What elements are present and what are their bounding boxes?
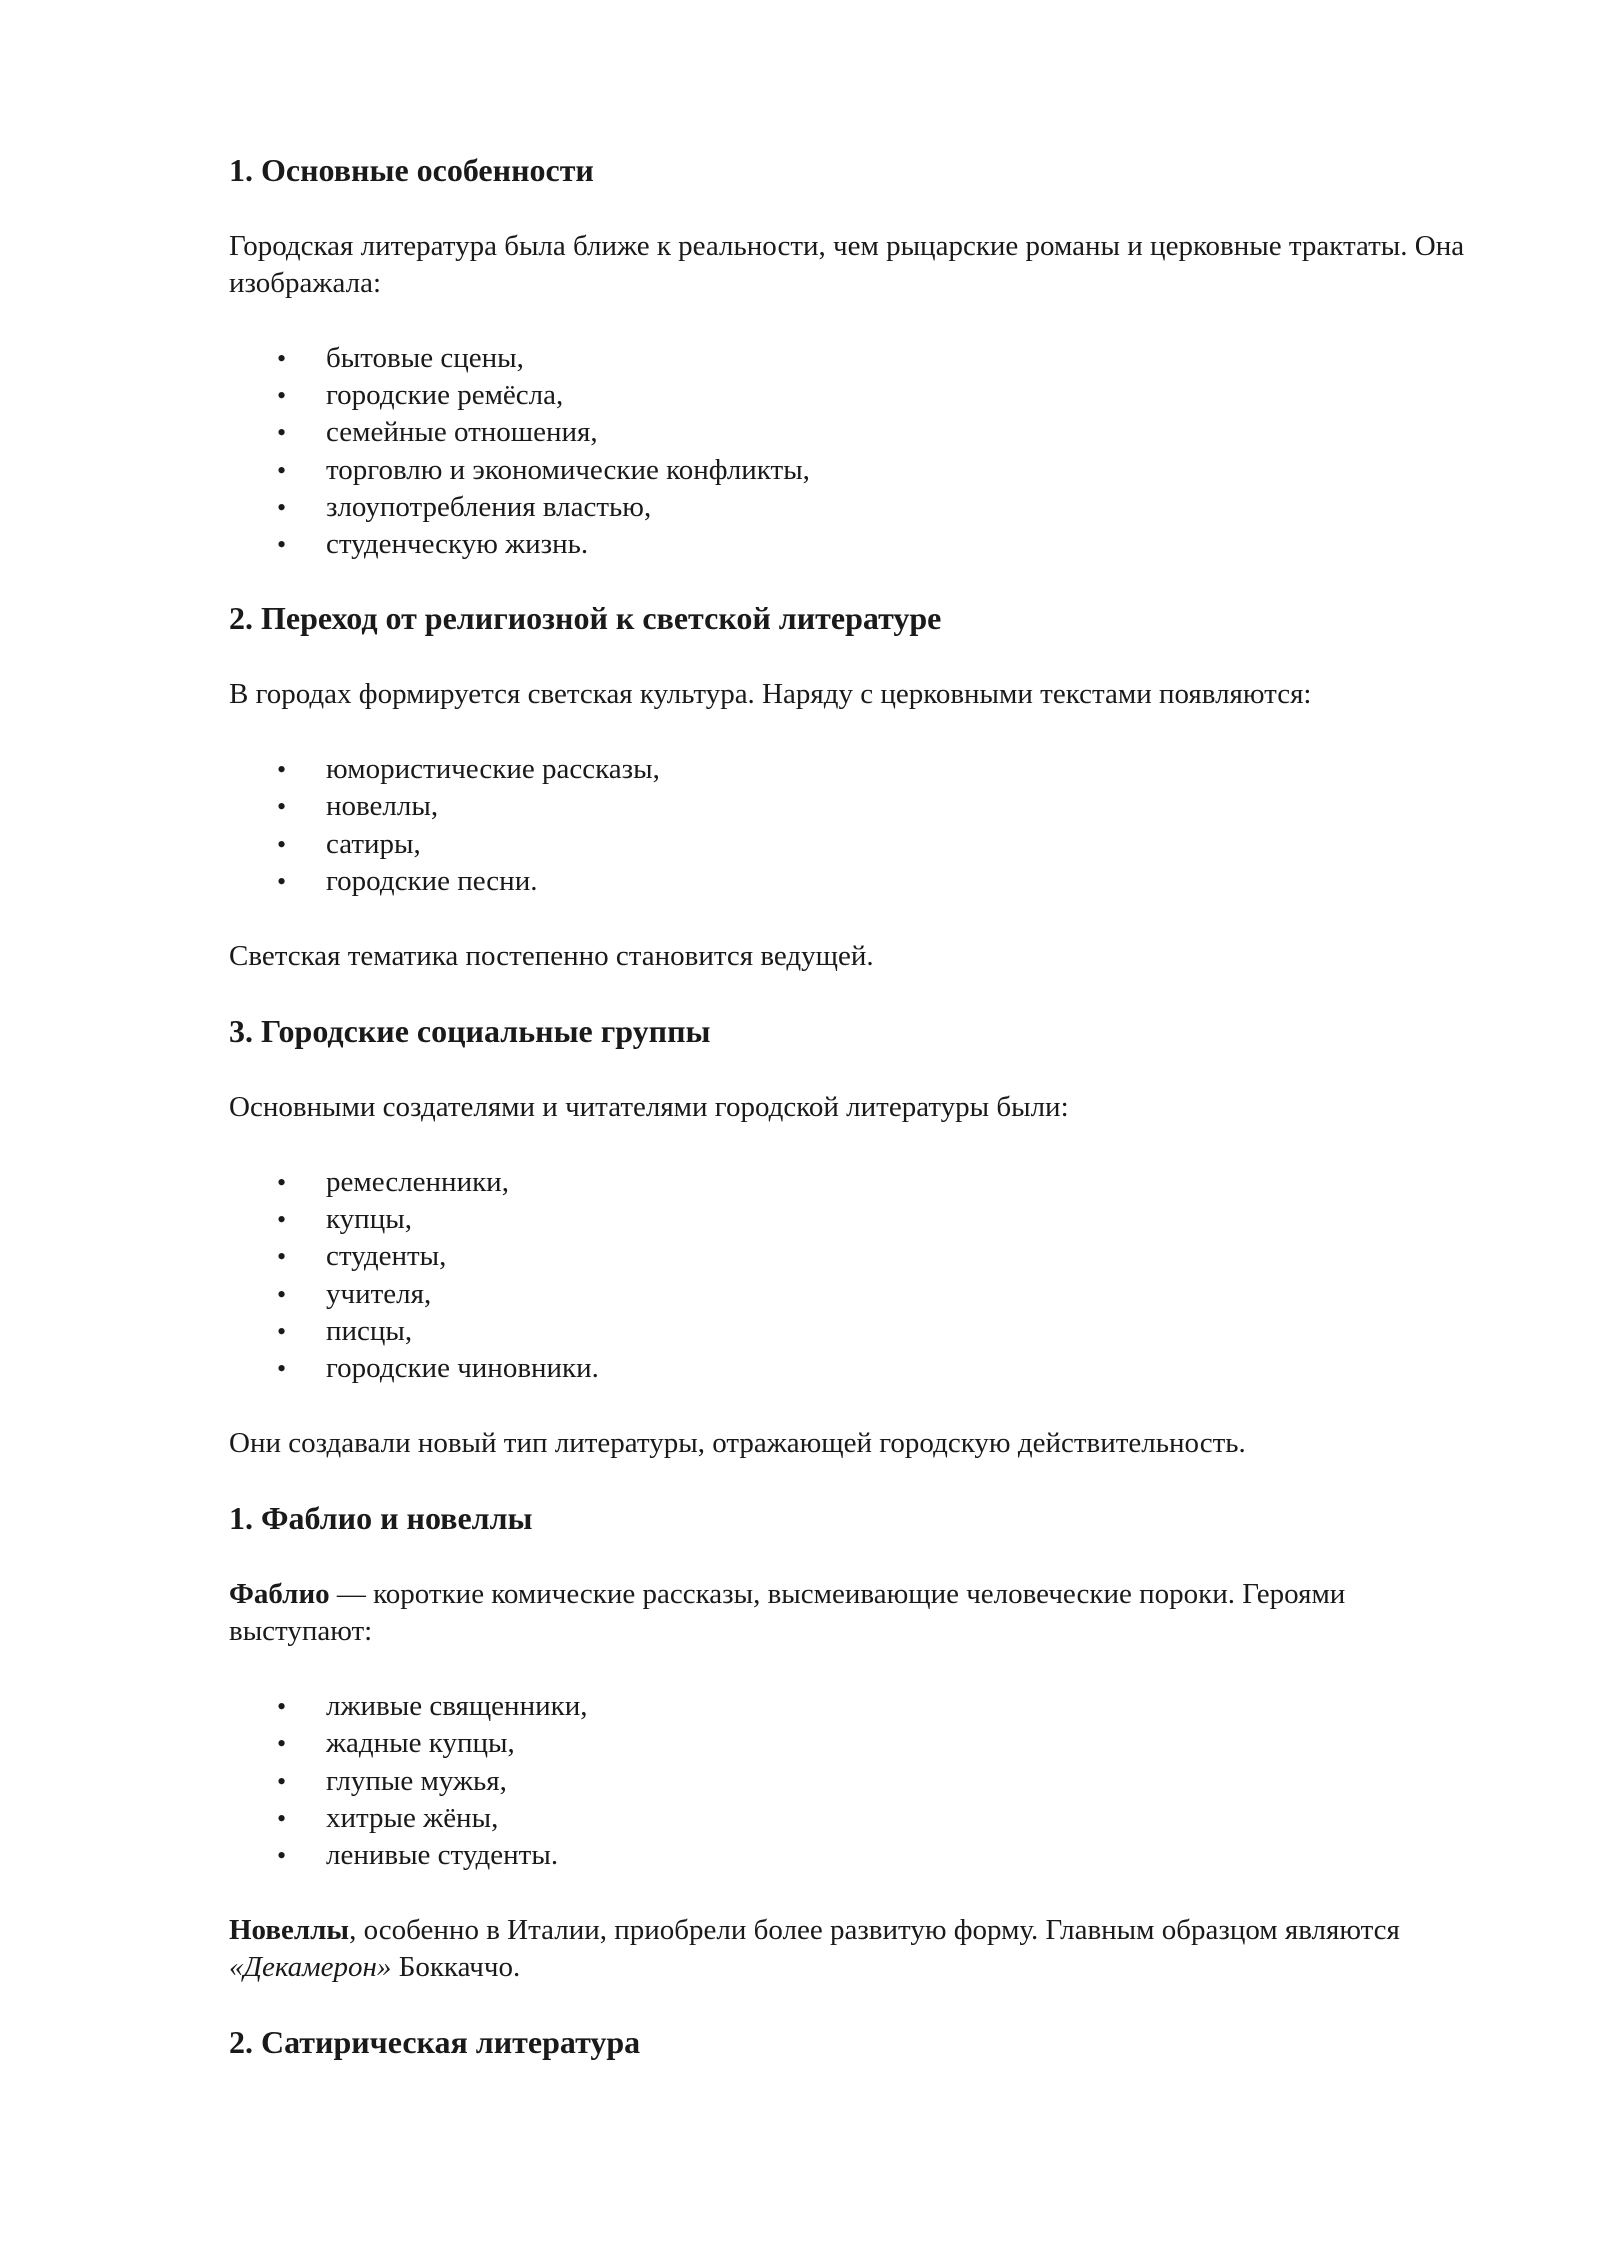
bullet-icon: •	[277, 1841, 287, 1871]
bullet-icon: •	[277, 1279, 287, 1309]
bullet-list	[229, 1688, 1494, 1874]
list-item: • новеллы,	[229, 788, 1494, 825]
section-heading: 2. Сатирическая литература	[229, 2024, 641, 2061]
list-item: • учителя,	[229, 1276, 1494, 1313]
list-item: • студенческую жизнь.	[229, 526, 1494, 563]
list-item: • писцы,	[229, 1313, 1494, 1350]
bullet-icon: •	[277, 455, 287, 485]
bullet-icon: •	[277, 829, 287, 859]
list-item: • ленивые студенты.	[229, 1837, 1494, 1874]
list-item: • городские песни.	[229, 863, 1494, 900]
bullet-icon: •	[277, 530, 287, 560]
list-item: • студенты,	[229, 1238, 1494, 1275]
section-heading: 3. Городские социальные группы	[229, 1013, 711, 1050]
document-page	[229, 150, 1494, 2062]
bullet-icon: •	[277, 1205, 287, 1235]
section-intro: Основными создателями и читателями городской литературы были:	[229, 1091, 1069, 1124]
list-item: • злоупотребления властью,	[229, 489, 1494, 526]
term-fablio: Фаблио	[229, 1578, 330, 1611]
bullet-icon: •	[277, 1168, 287, 1198]
bullet-list	[229, 340, 1494, 563]
bullet-icon: •	[277, 1692, 287, 1722]
bullet-icon: •	[277, 1766, 287, 1796]
bullet-icon: •	[277, 866, 287, 896]
list-item: • хитрые жёны,	[229, 1800, 1494, 1837]
section-heading: 1. Фаблио и новеллы	[229, 1500, 533, 1537]
bullet-icon: •	[277, 755, 287, 785]
list-item: • глупые мужья,	[229, 1763, 1494, 1800]
bullet-list	[229, 1164, 1494, 1387]
bullet-icon: •	[277, 344, 287, 373]
section-heading: 2. Переход от религиозной к светской литературе	[229, 600, 942, 637]
list-item: • городские ремёсла,	[229, 377, 1494, 414]
list-item: • городские чиновники.	[229, 1350, 1494, 1387]
bullet-icon: •	[277, 492, 287, 522]
term-novella: Новеллы	[229, 1914, 350, 1947]
section-outro: Новеллы, особенно в Италии, приобрели более развитую форму. Главным образцом являются «Декамерон» Боккаччо.	[229, 1914, 1400, 1984]
bullet-icon: •	[277, 418, 287, 448]
bullet-icon: •	[277, 1354, 287, 1384]
bullet-list	[229, 751, 1494, 900]
list-item: • ремесленники,	[229, 1164, 1494, 1201]
list-item: • лживые священники,	[229, 1688, 1494, 1725]
list-item: • жадные купцы,	[229, 1725, 1494, 1762]
bullet-icon: •	[277, 381, 287, 411]
list-item: • бытовые сцены,	[229, 340, 1494, 377]
section-intro: Городская литература была ближе к реальности, чем рыцарские романы и церковные трактаты. Она изображала:	[229, 230, 1465, 299]
section-intro: В городах формируется светская культура. Наряду с церковными текстами появляются:	[229, 678, 1312, 711]
bullet-icon: •	[277, 1729, 287, 1759]
list-item: • сатиры,	[229, 826, 1494, 863]
section-intro: Фаблио — короткие комические рассказы, высмеивающие человеческие пороки. Героями выступают:	[229, 1578, 1346, 1648]
bullet-icon: •	[277, 792, 287, 822]
section-outro: Светская тематика постепенно становится ведущей.	[229, 940, 874, 973]
list-item: • торговлю и экономические конфликты,	[229, 452, 1494, 489]
work-title: «Декамерон»	[229, 1951, 392, 1984]
section-outro: Они создавали новый тип литературы, отражающей городскую действительность.	[229, 1427, 1246, 1460]
bullet-icon: •	[277, 1803, 287, 1833]
section-heading: 1. Основные особенности	[229, 152, 594, 188]
bullet-icon: •	[277, 1316, 287, 1346]
bullet-icon: •	[277, 1242, 287, 1272]
list-item: • юмористические рассказы,	[229, 751, 1494, 788]
list-item: • семейные отношения,	[229, 414, 1494, 451]
list-item: • купцы,	[229, 1201, 1494, 1238]
